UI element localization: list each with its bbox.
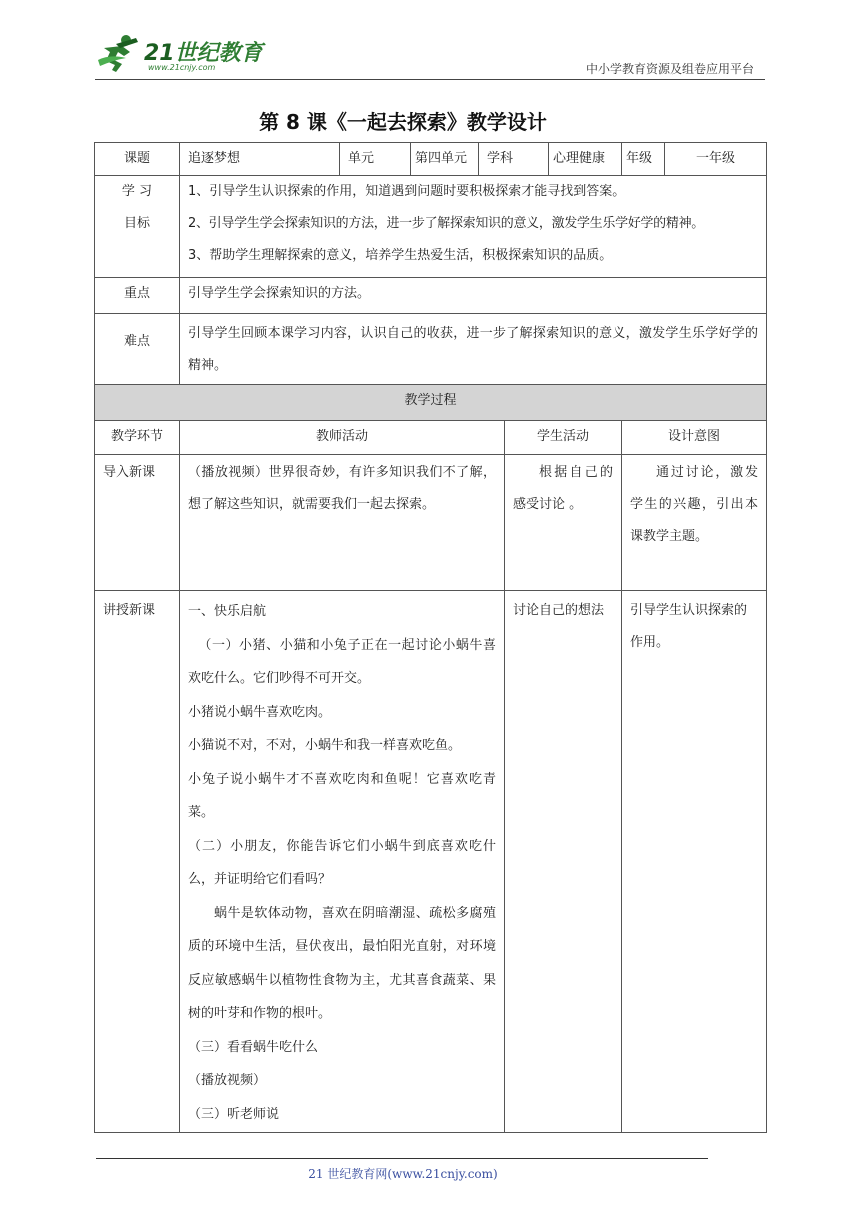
page-header [0,0,860,90]
intent-cell: 引导学生认识探索的作用。 [622,591,767,1133]
teacher-cell: （播放视频）世界很奇妙，有许多知识我们不了解，想了解这些知识，就需要我们一起去探索。 [180,455,505,591]
stage-cell: 导入新课 [95,455,180,591]
logo-url: www.21cnjy.com [148,63,216,72]
footer-text: 21 世纪教育网(www.21cnjy.com) [308,1167,498,1181]
column-teacher: 教师活动 [180,421,505,455]
topic-value: 追逐梦想 [180,143,340,176]
subject-value: 心理健康 [549,143,622,176]
subject-label: 学科 [479,143,549,176]
key-point-text: 引导学生学会探索知识的方法。 [180,278,767,314]
goal-item: 2、引导学生学会探索知识的方法，进一步了解探索知识的意义，激发学生乐学好学的精神。 [188,216,704,231]
process-header: 教学过程 [95,385,767,421]
goal-item: 3、帮助学生理解探索的意义，培养学生热爱生活，积极探索知识的品质。 [188,248,613,263]
key-point-row [95,278,767,314]
student-cell: 根据自己的感受讨论 。 [505,455,622,591]
process-row-lecture [95,591,767,1133]
column-student: 学生活动 [505,421,622,455]
unit-label: 单元 [340,143,411,176]
footer-divider [96,1158,708,1159]
running-figure-icon [96,34,142,74]
process-columns-row [95,421,767,455]
platform-name: 中小学教育资源及组卷应用平台 [585,62,754,76]
process-header-row [95,385,767,421]
logo-text: 21世纪教育 [144,41,263,66]
student-cell: 讨论自己的想法 [505,591,622,1133]
intent-cell: 通过讨论，激发学生的兴趣，引出本课教学主题。 [622,455,767,591]
topic-label: 课题 [95,143,180,176]
column-intent: 设计意图 [622,421,767,455]
info-row [95,143,767,176]
process-row-intro [95,455,767,591]
teacher-cell: 一、快乐启航 （一）小猪、小猫和小兔子正在一起讨论小蜗牛喜欢吃什么。它们吵得不可开交。 小猪说小蜗牛喜欢吃肉。 小猫说不对，不对，小蜗牛和我一样喜欢吃鱼。 小兔子说小蜗牛才不喜欢吃肉和鱼呢！它喜欢吃青菜。 （二）小朋友，你能告诉它们小蜗牛到底喜欢吃什么，并证明给它们看吗？ 蜗牛是软体动物，喜欢在阴暗潮湿、疏松多腐殖质的环境中生活，昼伏夜出，最怕阳光直射，对环境反应敏感蜗牛以植物性食物为主，尤其喜食蔬菜、果树的叶芽和作物的根叶。 （三）看看蜗牛吃什么 （播放视频） （三）听老师说 [180,591,505,1133]
goals-row [95,176,767,278]
logo [96,34,266,78]
header-divider [95,79,765,80]
stage-cell: 讲授新课 [95,591,180,1133]
goal-item: 1、引导学生认识探索的作用，知道遇到问题时要积极探索才能寻找到答案。 [188,184,626,199]
grade-value: 一年级 [665,143,767,176]
grade-label: 年级 [622,143,665,176]
difficulty-text: 引导学生回顾本课学习内容，认识自己的收获，进一步了解探索知识的意义，激发学生乐学好学的精神。 [180,314,767,385]
difficulty-label: 难点 [95,314,180,385]
lesson-plan-table [94,142,767,1133]
column-stage: 教学环节 [95,421,180,455]
document-title: 第 8 课《一起去探索》教学设计 [259,110,547,134]
goals-content [180,176,767,278]
unit-value: 第四单元 [411,143,479,176]
difficulty-row [95,314,767,385]
goals-label: 学 习 目标 [95,176,180,278]
key-point-label: 重点 [95,278,180,314]
